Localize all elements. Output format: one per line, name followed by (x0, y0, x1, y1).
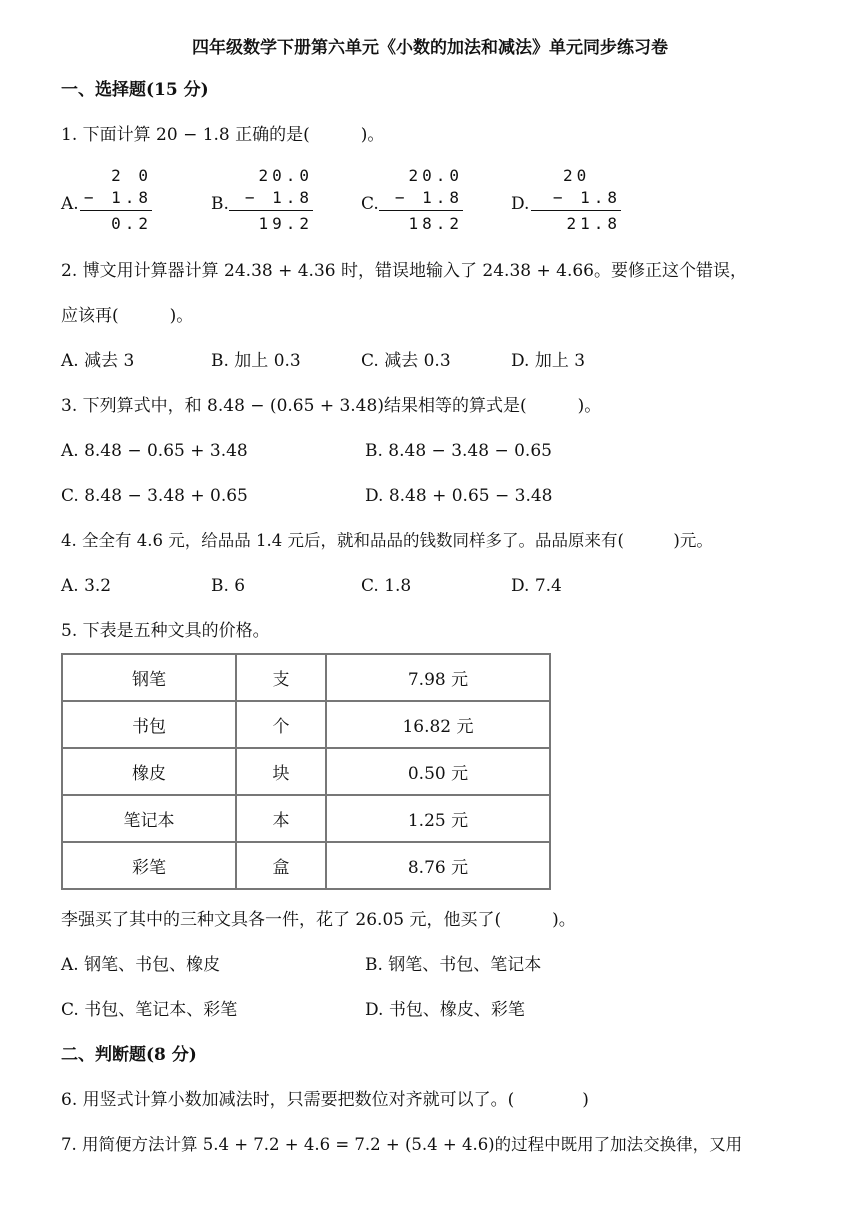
q3-option-a: A. 8.48 − 0.65 + 3.48 (61, 441, 248, 461)
q5-option-c: C. 书包、笔记本、彩笔 (61, 1000, 238, 1020)
calc-top: 20 (563, 166, 591, 185)
item-unit: 本 (236, 795, 326, 842)
q2-option-a: A. 减去 3 (61, 351, 135, 371)
question-6: 6. 用竖式计算小数加减法时，只需要把数位对齐就可以了。( ) (61, 1090, 589, 1110)
item-unit: 支 (236, 654, 326, 701)
q1-option-b-label: B. (211, 194, 229, 214)
q2-option-c: C. 减去 0.3 (361, 351, 451, 371)
item-price: 1.25 元 (326, 795, 550, 842)
q5-option-a: A. 钢笔、书包、橡皮 (61, 955, 221, 975)
item-price: 16.82 元 (326, 701, 550, 748)
q5-option-d: D. 书包、橡皮、彩笔 (365, 1000, 525, 1020)
calc-top: 2 0 (111, 166, 152, 185)
calc-top: 20.0 (408, 166, 463, 185)
question-4: 4. 全全有 4.6 元，给品品 1.4 元后，就和品品的钱数同样多了。品品原来有( )元。 (61, 531, 713, 550)
question-5-intro: 5. 下表是五种文具的价格。 (61, 621, 270, 641)
item-price: 8.76 元 (326, 842, 550, 889)
q2-option-d: D. 加上 3 (511, 351, 586, 371)
price-table (61, 653, 551, 890)
question-5: 李强买了其中的三种文具各一件，花了 26.05 元，他买了( )。 (61, 910, 576, 930)
calc-top: 20.0 (258, 166, 313, 185)
q1-option-d-label: D. (511, 194, 530, 214)
calc-subtrahend: − 1.8 (552, 188, 621, 207)
question-3: 3. 下列算式中，和 8.48 − (0.65 + 3.48)结果相等的算式是( )。 (61, 396, 602, 416)
q1-option-c-calc (379, 165, 463, 235)
item-unit: 个 (236, 701, 326, 748)
question-1: 1. 下面计算 20 − 1.8 正确的是( )。 (61, 125, 385, 145)
table-row (62, 701, 550, 748)
q1-option-d-calc (531, 165, 621, 235)
table-row (62, 795, 550, 842)
q1-option-a-label: A. (61, 194, 79, 214)
calc-result: 0.2 (111, 214, 152, 233)
item-name: 橡皮 (62, 748, 236, 795)
item-name: 钢笔 (62, 654, 236, 701)
section-heading-choice: 一、选择题(15 分) (61, 80, 209, 100)
calc-rule (80, 210, 152, 211)
q5-option-b: B. 钢笔、书包、笔记本 (365, 955, 542, 975)
calc-subtrahend: − 1.8 (83, 188, 152, 207)
q2-option-b: B. 加上 0.3 (211, 351, 301, 371)
q4-option-d: D. 7.4 (511, 576, 562, 596)
q4-option-b: B. 6 (211, 576, 246, 596)
q3-option-b: B. 8.48 − 3.48 − 0.65 (365, 441, 552, 461)
calc-rule (229, 210, 313, 211)
calc-subtrahend: − 1.8 (244, 188, 313, 207)
calc-rule (531, 210, 621, 211)
q1-option-b-calc (229, 165, 313, 235)
item-name: 笔记本 (62, 795, 236, 842)
table-row (62, 748, 550, 795)
question-2-line-2: 应该再( )。 (61, 306, 194, 326)
section-heading-judgement: 二、判断题(8 分) (61, 1045, 197, 1065)
table-row (62, 842, 550, 889)
item-unit: 盒 (236, 842, 326, 889)
item-price: 7.98 元 (326, 654, 550, 701)
calc-result: 21.8 (566, 214, 621, 233)
calc-subtrahend: − 1.8 (394, 188, 463, 207)
q1-option-c-label: C. (361, 194, 379, 214)
item-unit: 块 (236, 748, 326, 795)
calc-result: 18.2 (408, 214, 463, 233)
q4-option-a: A. 3.2 (61, 576, 112, 596)
item-price: 0.50 元 (326, 748, 550, 795)
q1-option-a-calc (80, 165, 152, 235)
q4-option-c: C. 1.8 (361, 576, 412, 596)
question-2-line-1: 2. 博文用计算器计算 24.38 + 4.36 时，错误地输入了 24.38 + 4.66。要修正这个错误， (61, 261, 747, 281)
table-row (62, 654, 550, 701)
calc-result: 19.2 (258, 214, 313, 233)
calc-rule (379, 210, 463, 211)
q3-option-d: D. 8.48 + 0.65 − 3.48 (365, 486, 553, 506)
question-7: 7. 用简便方法计算 5.4 + 7.2 + 4.6 = 7.2 + (5.4 + 4.6)的过程中既用了加法交换律，又用 (61, 1135, 743, 1154)
q3-option-c: C. 8.48 − 3.48 + 0.65 (61, 486, 248, 506)
item-name: 书包 (62, 701, 236, 748)
page-title: 四年级数学下册第六单元《小数的加法和减法》单元同步练习卷 (192, 38, 668, 58)
item-name: 彩笔 (62, 842, 236, 889)
